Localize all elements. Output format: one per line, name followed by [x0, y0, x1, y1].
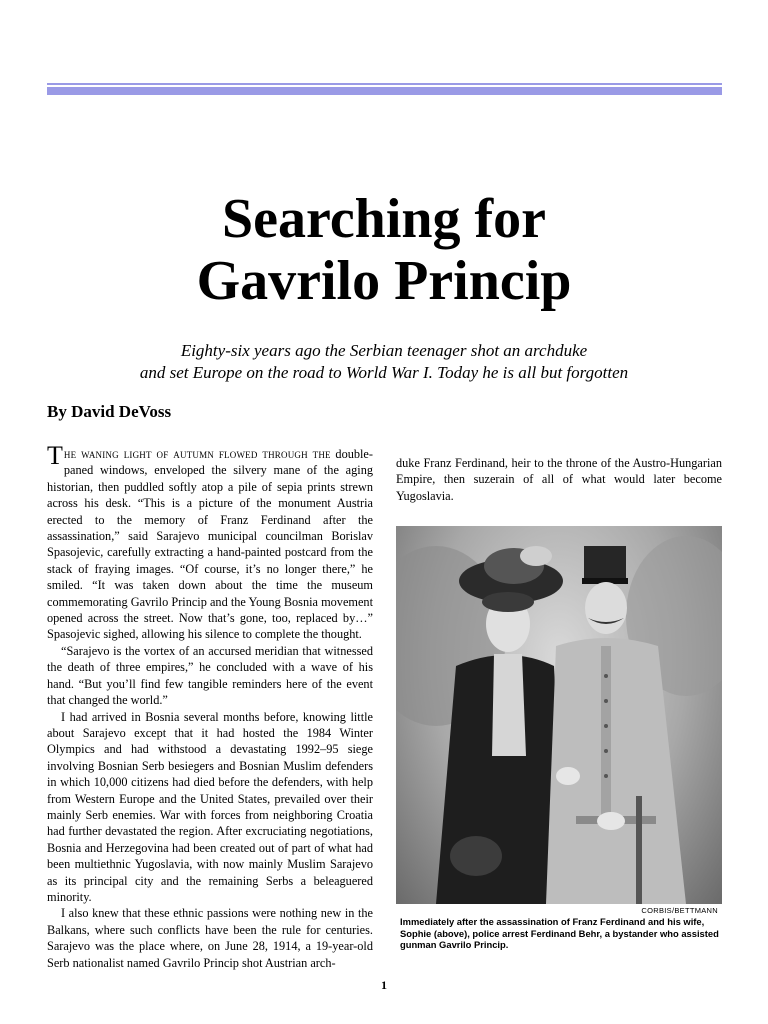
- lead-in: he waning light of autumn flowed through the: [63, 447, 331, 461]
- photo-credit: CORBIS/BETTMANN: [641, 906, 718, 915]
- paragraph-3: I had arrived in Bosnia several months before, knowing little about Sarajevo except that it had hosted the 1984 Winter Olympics and had withstood a devastating 1992–95 siege involving Bosnian Serb besiegers and Bosnian Muslim defenders in which 10,000 citizens had died before the defenders, with help from Western Europe and the United States, prevailed over their mainly Serb enemies. War with forces from neighboring Croatia had further devastated the region. After excruciating negotiations, Bosnia and Herzegovina had been created out of part of what had been multiethnic Yugoslavia, with now mainly Muslim Sarajevo as its principal city and the remaining Serbs a beleaguered minority.: [47, 709, 373, 904]
- paragraph-4: I also knew that these ethnic passions were nothing new in the Balkans, where such conflicts have been the rule for centuries. Sarajevo was the place where, on June 28, 1914, a 19-year-old Serb nationalist named Gavrilo Princip shot Austrian arch-: [47, 906, 373, 970]
- byline: By David DeVoss: [47, 402, 172, 421]
- subtitle-line-2: and set Europe on the road to World War I. Today he is all but forgotten: [139, 363, 629, 382]
- paragraph-1: [47, 441, 373, 643]
- drop-cap: T: [47, 441, 63, 470]
- article-subtitle: [60, 340, 708, 384]
- body-column-right: [396, 455, 722, 504]
- photo-illustration: [396, 526, 722, 904]
- page-number: 1: [381, 978, 387, 992]
- historical-photo: [396, 526, 722, 904]
- paragraph-1-text: double-paned windows, enveloped the silvery mane of the aging historian, then puddled softly atop a pile of sepia prints strewn across his desk. “This is a picture of the monument Austria erected to the memory of Franz Ferdinand after the assassination,” said Sarajevo municipal councilman Borislav Spasojevic, carefully extracting a hand-painted postcard from the stack of fraying images. “Of course, it’s no longer there,” he smiled. “It was taken down about the time the museum commemorating Gavrilo Princip and the Young Bosnia movement opened across the street. Now that’s gone, too, replaced by…” Spasojevic sighed, allowing his silence to complete the thought.: [47, 447, 373, 642]
- paragraph-2: “Sarajevo is the vortex of an accursed meridian that witnessed the death of three empires,” he concluded with a wave of his hand. “But you’ll find few tangible reminders here of the event that changed the world.”: [47, 643, 373, 708]
- title-line-2: Gavrilo Princip: [196, 250, 572, 312]
- header-rule-thick: [47, 87, 722, 95]
- photo-caption: Immediately after the assassination of Franz Ferdinand and his wife, Sophie (above), police arrest Ferdinand Behr, a bystander who assisted gunman Gavrilo Princip.: [400, 916, 719, 950]
- paragraph-5: duke Franz Ferdinand, heir to the throne of the Austro-Hungarian Empire, then suzerain of all of what would later become Yugoslavia.: [396, 456, 722, 503]
- subtitle-line-1: Eighty-six years ago the Serbian teenager shot an archduke: [180, 341, 588, 360]
- header-rule-thin: [47, 83, 722, 85]
- article-title: [0, 188, 768, 312]
- body-column-left: [47, 441, 373, 971]
- title-line-1: Searching for: [221, 188, 547, 250]
